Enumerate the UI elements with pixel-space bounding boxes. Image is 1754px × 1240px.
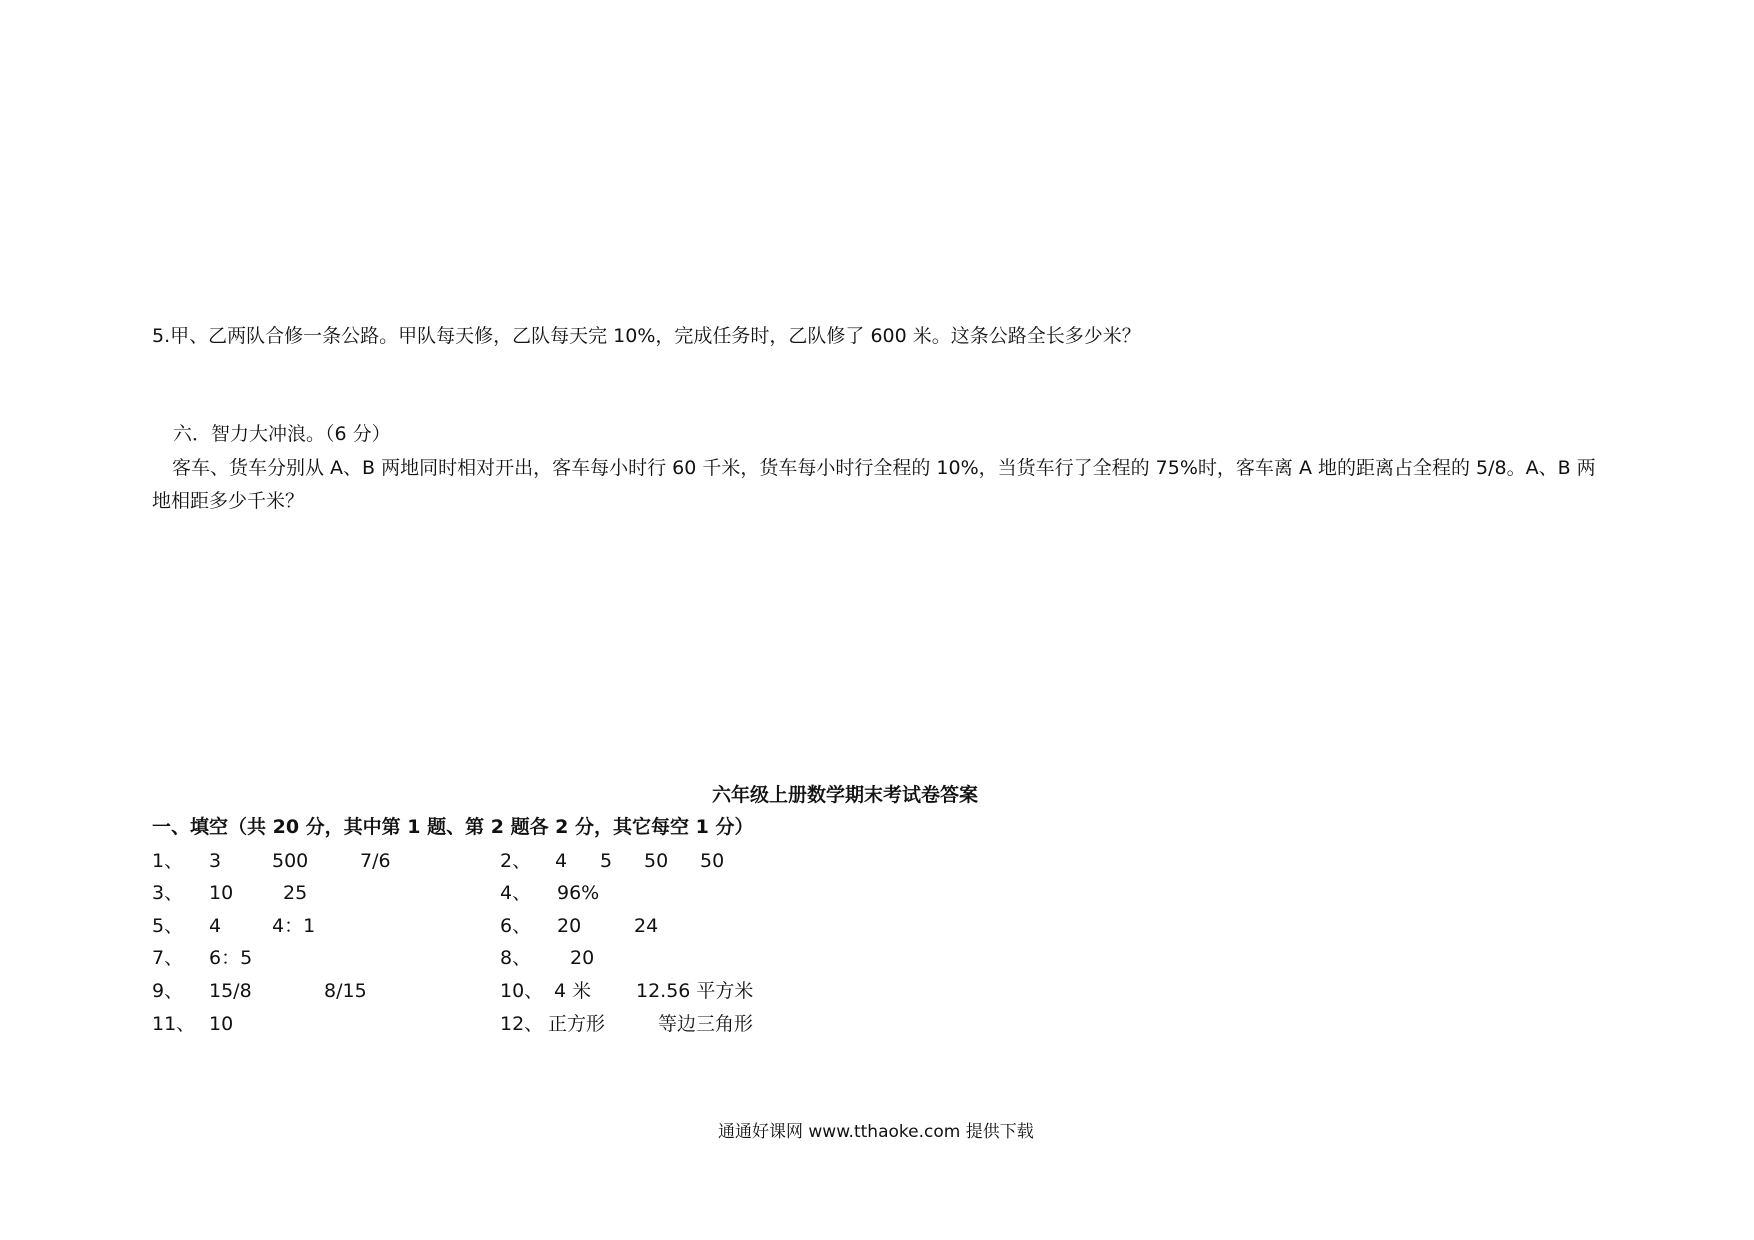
answer-row: 11、 10 — [152, 1013, 234, 1035]
question-5: 5.甲、乙两队合修一条公路。甲队每天修，乙队每天完 10%，完成任务时，乙队修了 600 米。这条公路全长多少米？ — [152, 325, 1141, 347]
answer-row: 1、 3 500 7/6 — [152, 850, 391, 872]
answer-row: 3、 10 25 — [152, 882, 308, 904]
section-6-heading: 六．智力大冲浪。（6 分） — [173, 423, 391, 445]
answer-row: 10、 4 米 12.56 平方米 — [500, 980, 754, 1002]
footer-credit: 通通好课网 www.tthaoke.com 提供下载 — [718, 1122, 1034, 1142]
section-6-text: 客车、货车分别从 A、B 两地同时相对开出，客车每小时行 60 千米，货车每小时行全程的 10%，当货车行了全程的 75%时，客车离 A 地的距离占全程的 5/8。A、B 两地相距多少千米？ — [152, 457, 1596, 512]
answer-row: 7、 6：5 — [152, 947, 253, 969]
answers-section-1-heading: 一、填空（共 20 分，其中第 1 题、第 2 题各 2 分，其它每空 1 分） — [152, 816, 754, 838]
answer-row: 2、 4 5 50 50 — [500, 850, 725, 872]
answer-row: 4、 96% — [500, 882, 600, 904]
answer-row: 5、 4 4：1 — [152, 915, 316, 937]
answer-row: 8、 20 — [500, 947, 595, 969]
answer-row: 9、 15/8 8/15 — [152, 980, 367, 1002]
answers-title: 六年级上册数学期末考试卷答案 — [712, 784, 979, 806]
answer-row: 12、 正方形 等边三角形 — [500, 1013, 754, 1035]
answer-row: 6、 20 24 — [500, 915, 659, 937]
